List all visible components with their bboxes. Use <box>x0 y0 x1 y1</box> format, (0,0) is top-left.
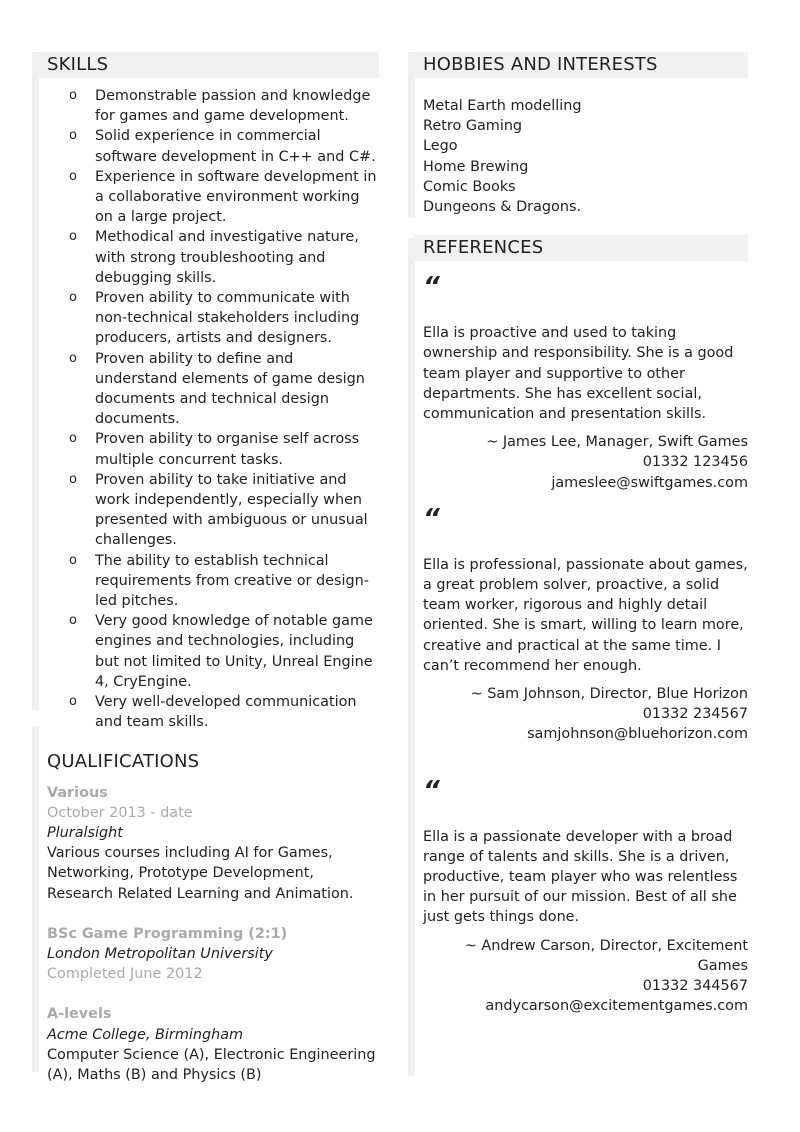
skills-heading: SKILLS <box>39 52 379 78</box>
qualification-institution: Pluralsight <box>47 824 123 841</box>
qualification-alevels <box>47 1004 379 1085</box>
skills-list <box>39 86 379 733</box>
bullet-icon: o <box>69 552 77 568</box>
bullet-icon: o <box>69 471 77 487</box>
list-item: o Proven ability to take initiative and work independently, especially when presented with ambiguous or unusual challenges. <box>69 471 368 549</box>
hobbies-list <box>415 78 748 217</box>
hobbies-stripe <box>408 52 415 218</box>
qualification-description: Computer Science (A), Electronic Engineering (A), Maths (B) and Physics (B) <box>47 1046 376 1083</box>
quote-icon: “ <box>423 272 440 303</box>
qualification-institution: Acme College, Birmingham <box>47 1026 244 1043</box>
reference-text: Ella is a passionate developer with a broad range of talents and skills. She is a driven, productive, team player who was relentless in her pursuit of our mission. Best of all she just gets things done. <box>423 828 738 926</box>
bullet-icon: o <box>69 431 77 447</box>
quote-icon: “ <box>423 503 440 534</box>
reference-phone: 01332 344567 <box>642 978 748 995</box>
qualifications-heading: QUALIFICATIONS <box>47 750 200 772</box>
bullet-icon: o <box>69 290 77 306</box>
list-item: o Proven ability to define and understand elements of game design documents and technical design documents. <box>69 350 365 428</box>
bullet-icon: o <box>69 229 77 245</box>
bullet-icon: o <box>69 88 77 103</box>
references-heading: REFERENCES <box>415 235 748 261</box>
references-section <box>408 235 748 1016</box>
bullet-icon: o <box>69 613 77 629</box>
qualification-title: A-levels <box>47 1006 112 1023</box>
qualification-institution: London Metropolitan University <box>47 945 273 962</box>
list-item: Retro Gaming <box>423 118 523 135</box>
qualifications-body <box>39 783 379 1086</box>
reference-text: Ella is proactive and used to taking ownership and responsibility. She is a good team player and supportive to other departments. She has excellent social, communication and presentation skills. <box>423 325 734 423</box>
bullet-icon: o <box>69 350 77 366</box>
list-item: o Experience in software development in a collaborative environment working on a large project. <box>69 168 377 226</box>
qualification-bsc <box>47 924 379 985</box>
skills-section <box>39 52 379 733</box>
reference-phone: 01332 123456 <box>642 454 748 471</box>
quote-icon: “ <box>423 775 440 806</box>
right-column <box>408 52 748 1076</box>
qualification-title: BSc Game Programming (2:1) <box>47 925 288 942</box>
hobbies-section <box>408 52 748 217</box>
list-item: o Proven ability to communicate with non-technical stakeholders including producers, artists and designers. <box>69 290 360 347</box>
reference-signature <box>423 936 748 1017</box>
list-item: Metal Earth modelling <box>423 98 582 114</box>
list-item: Lego <box>423 138 458 155</box>
hobbies-heading: HOBBIES AND INTERESTS <box>415 52 748 78</box>
list-item: o Methodical and investigative nature, with strong troubleshooting and debugging skills. <box>69 229 359 286</box>
qualification-title: Various <box>47 784 108 801</box>
list-item: o Very good knowledge of notable game engines and technologies, including but not limited to Unity, Unreal Engine 4, CryEngine. <box>69 613 373 690</box>
reference-name: ~ Andrew Carson, Director, Excitement Games <box>464 937 748 974</box>
reference-signature <box>423 432 748 493</box>
list-item: o The ability to establish technical requirements from creative or design-led pitches. <box>69 552 369 610</box>
list-item: o Demonstrable passion and knowledge for games and game development. <box>69 88 371 125</box>
qualification-date: October 2013 - date <box>47 804 193 821</box>
references-stripe <box>408 238 415 1076</box>
bullet-icon: o <box>69 168 77 184</box>
list-item: o Proven ability to organise self across multiple concurrent tasks. <box>69 431 360 468</box>
reference-email: samjohnson@bluehorizon.com <box>527 726 748 743</box>
reference-3 <box>415 775 748 1017</box>
reference-name: ~ James Lee, Manager, Swift Games <box>486 434 748 451</box>
reference-1 <box>415 272 748 493</box>
reference-name: ~ Sam Johnson, Director, Blue Horizon <box>470 686 748 703</box>
list-item: Dungeons & Dragons. <box>423 199 582 216</box>
bullet-icon: o <box>69 128 77 144</box>
reference-text: Ella is professional, passionate about games, a great problem solver, proactive, a solid team worker, rigorous and highly detail oriented. She is smart, willing to learn more, creative and practical at the same time. I can’t recommend her enough. <box>423 556 748 674</box>
reference-phone: 01332 234567 <box>642 706 748 723</box>
reference-email: jameslee@swiftgames.com <box>551 474 748 491</box>
left-column <box>32 52 379 1083</box>
list-item: o Very well-developed communication and team skills. <box>69 694 357 731</box>
qualification-description: Various courses including AI for Games, Networking, Prototype Development, Research Related Learning and Animation. <box>47 845 354 902</box>
list-item: o Solid experience in commercial software development in C++ and C#. <box>69 128 376 165</box>
reference-2 <box>415 503 748 745</box>
qualification-date: Completed June 2012 <box>47 966 203 983</box>
list-item: Home Brewing <box>423 158 529 175</box>
qualifications-section <box>39 749 379 1086</box>
reference-email: andycarson@excitementgames.com <box>485 998 748 1015</box>
bullet-icon: o <box>69 694 77 710</box>
list-item: Comic Books <box>423 178 516 195</box>
qualification-various <box>47 783 379 904</box>
reference-signature <box>423 684 748 745</box>
